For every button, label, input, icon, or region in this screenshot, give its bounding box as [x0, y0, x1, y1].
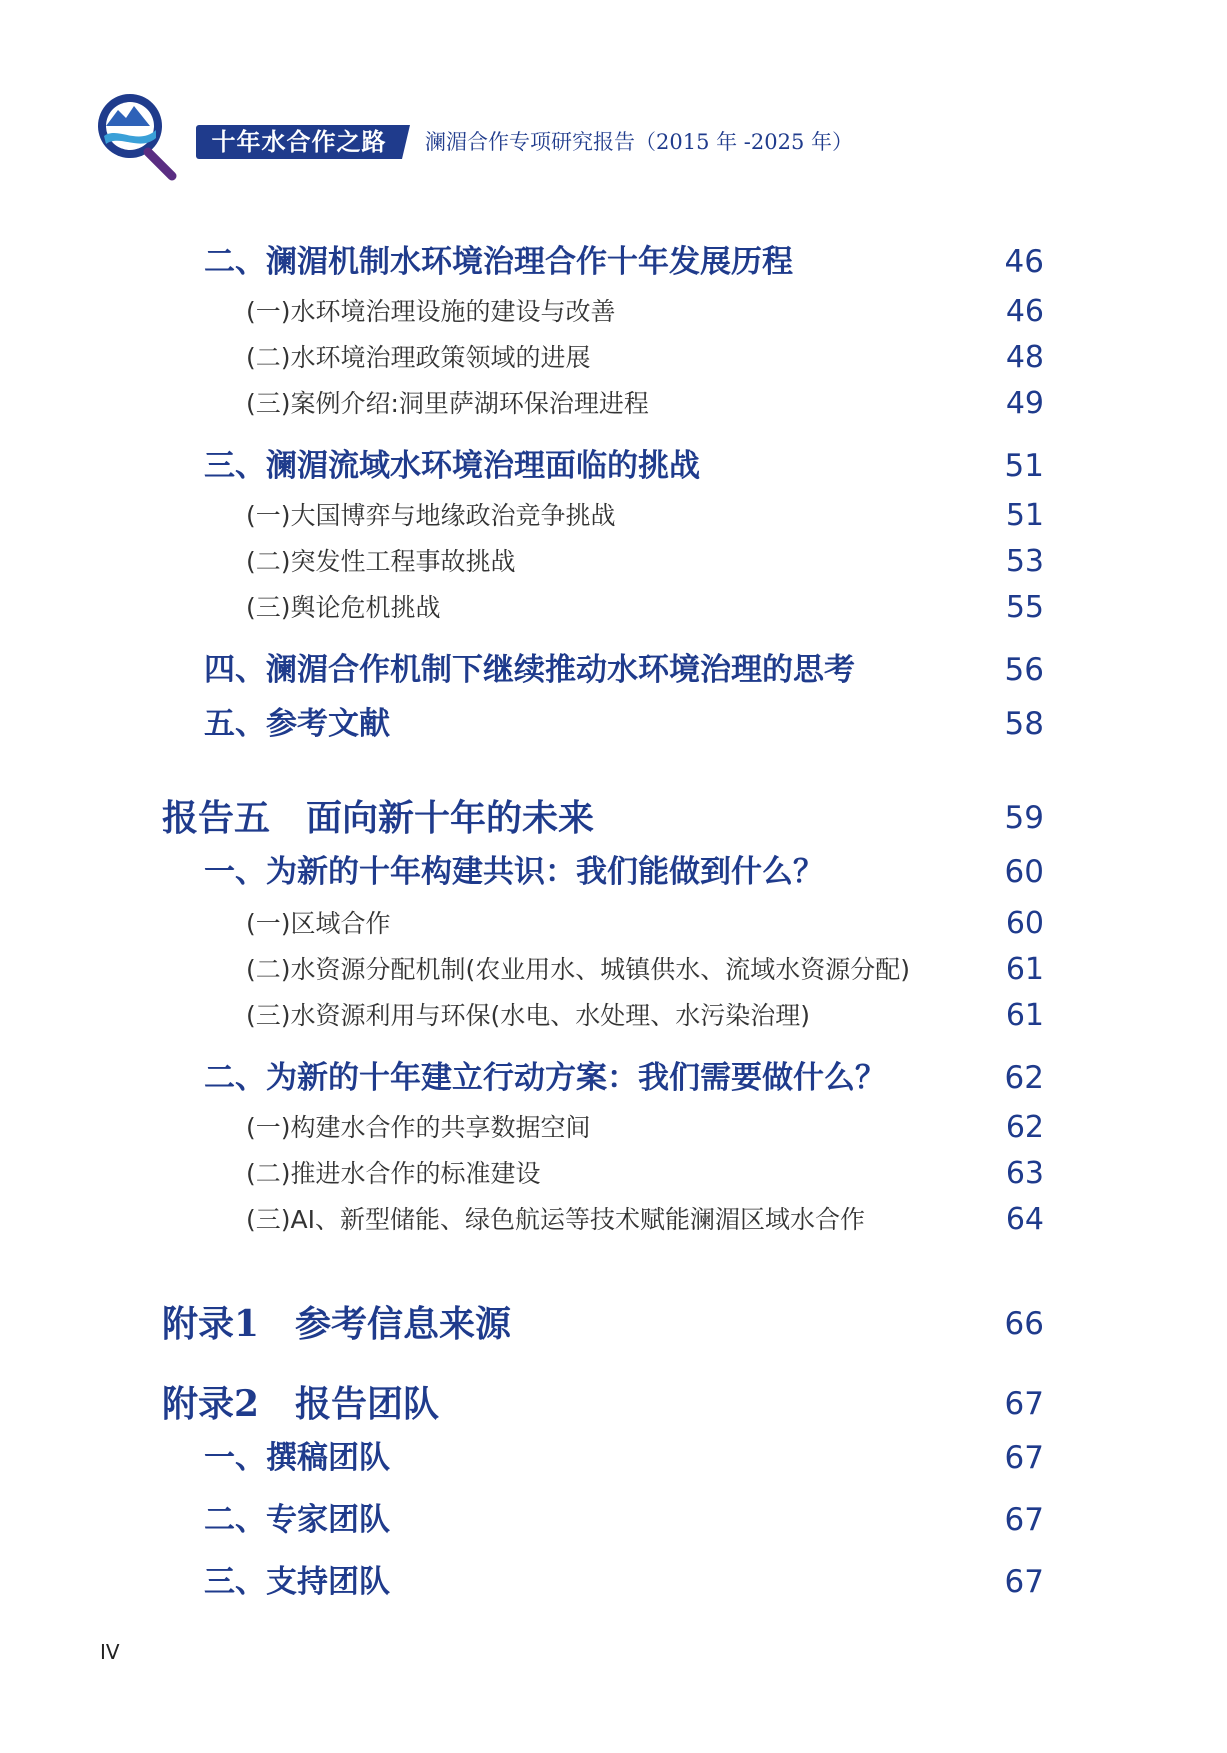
toc-entry-page: 46	[1004, 244, 1044, 280]
toc-entry-label: 二、为新的十年建立行动方案：我们需要做什么？	[204, 1060, 886, 1096]
toc-entry[interactable]	[0, 1382, 1227, 1426]
toc-entry[interactable]	[0, 498, 1227, 542]
page-number: IV	[100, 1640, 120, 1664]
toc-entry[interactable]	[0, 852, 1227, 896]
toc-entry-page: 67	[1004, 1502, 1044, 1538]
toc-entry[interactable]	[0, 340, 1227, 384]
toc-entry[interactable]	[0, 1562, 1227, 1606]
toc-entry[interactable]	[0, 906, 1227, 950]
toc-entry[interactable]	[0, 1438, 1227, 1482]
toc-entry[interactable]	[0, 544, 1227, 588]
toc-entry[interactable]	[0, 1302, 1227, 1346]
toc-entry[interactable]	[0, 650, 1227, 694]
toc-entry[interactable]	[0, 1156, 1227, 1200]
toc-entry-label: (一)大国博弈与地缘政治竞争挑战	[246, 501, 616, 530]
toc-entry[interactable]	[0, 796, 1227, 840]
toc-entry-page: 60	[1005, 906, 1044, 941]
toc-entry-label: (一)区域合作	[246, 909, 391, 938]
toc-entry[interactable]	[0, 1202, 1227, 1246]
toc-entry-label: 附录1 参考信息来源	[162, 1303, 512, 1345]
toc-entry-label: (三)水资源利用与环保(水电、水处理、水污染治理)	[246, 1001, 811, 1030]
toc-entry-page: 67	[1004, 1440, 1044, 1476]
report-subtitle: 澜湄合作专项研究报告（2015 年 -2025 年）	[425, 130, 854, 154]
toc-entry-label: (一)水环境治理设施的建设与改善	[246, 297, 616, 326]
toc-entry-page: 66	[1004, 1306, 1044, 1342]
toc-entry-label: 报告五 面向新十年的未来	[162, 797, 595, 839]
toc-entry-page: 49	[1005, 386, 1044, 421]
toc-entry[interactable]	[0, 386, 1227, 430]
toc-entry-page: 56	[1004, 652, 1044, 688]
toc-entry-page: 55	[1005, 590, 1044, 625]
toc-entry[interactable]	[0, 998, 1227, 1042]
toc-entry[interactable]	[0, 704, 1227, 748]
toc-entry-page: 63	[1005, 1156, 1044, 1191]
toc-entry-label: 四、澜湄合作机制下继续推动水环境治理的思考	[204, 652, 855, 688]
toc-entry-label: 三、澜湄流域水环境治理面临的挑战	[204, 448, 700, 484]
toc-entry[interactable]	[0, 294, 1227, 338]
toc-entry-label: (二)水环境治理政策领域的进展	[246, 343, 591, 372]
toc-entry-label: 二、澜湄机制水环境治理合作十年发展历程	[204, 244, 793, 280]
toc-entry-label: (三)舆论危机挑战	[246, 593, 441, 622]
toc-entry-page: 48	[1005, 340, 1044, 375]
series-badge: 十年水合作之路	[196, 125, 402, 159]
toc-entry[interactable]	[0, 1110, 1227, 1154]
toc-entry-label: (二)突发性工程事故挑战	[246, 547, 516, 576]
toc-entry-label: (一)构建水合作的共享数据空间	[246, 1113, 591, 1142]
toc-entry-page: 53	[1005, 544, 1044, 579]
toc-entry-label: (三)案例介绍:洞里萨湖环保治理进程	[246, 389, 649, 418]
toc-entry[interactable]	[0, 952, 1227, 996]
toc-entry-label: 二、专家团队	[204, 1502, 390, 1538]
toc-entry-label: (二)推进水合作的标准建设	[246, 1159, 541, 1188]
toc-entry-page: 62	[1004, 1060, 1044, 1096]
toc-entry-page: 64	[1005, 1202, 1044, 1237]
toc-entry-page: 62	[1005, 1110, 1044, 1145]
toc-entry-label: 五、参考文献	[204, 706, 390, 742]
toc-entry-page: 51	[1004, 448, 1044, 484]
toc-entry[interactable]	[0, 446, 1227, 490]
toc-entry-label: 附录2 报告团队	[162, 1383, 440, 1425]
toc-entry-page: 59	[1004, 800, 1044, 836]
toc-entry-page: 67	[1004, 1564, 1044, 1600]
toc-entry-label: (二)水资源分配机制(农业用水、城镇供水、流域水资源分配)	[246, 955, 911, 984]
toc-entry-label: 一、撰稿团队	[204, 1440, 390, 1476]
toc-entry-label: 一、为新的十年构建共识：我们能做到什么？	[204, 854, 824, 890]
toc-entry-page: 61	[1005, 998, 1044, 1033]
toc-entry-page: 60	[1004, 854, 1044, 890]
toc-entry-page: 61	[1005, 952, 1044, 987]
toc-entry[interactable]	[0, 242, 1227, 286]
toc-entry-page: 46	[1005, 294, 1044, 329]
toc-entry[interactable]	[0, 590, 1227, 634]
toc-entry-label: 三、支持团队	[204, 1564, 390, 1600]
toc-entry-page: 67	[1004, 1386, 1044, 1422]
toc-entry[interactable]	[0, 1058, 1227, 1102]
toc-entry-label: (三)AI、新型储能、绿色航运等技术赋能澜湄区域水合作	[246, 1205, 865, 1234]
toc-entry-page: 58	[1004, 706, 1044, 742]
toc-entry[interactable]	[0, 1500, 1227, 1544]
toc-entry-page: 51	[1005, 498, 1044, 533]
